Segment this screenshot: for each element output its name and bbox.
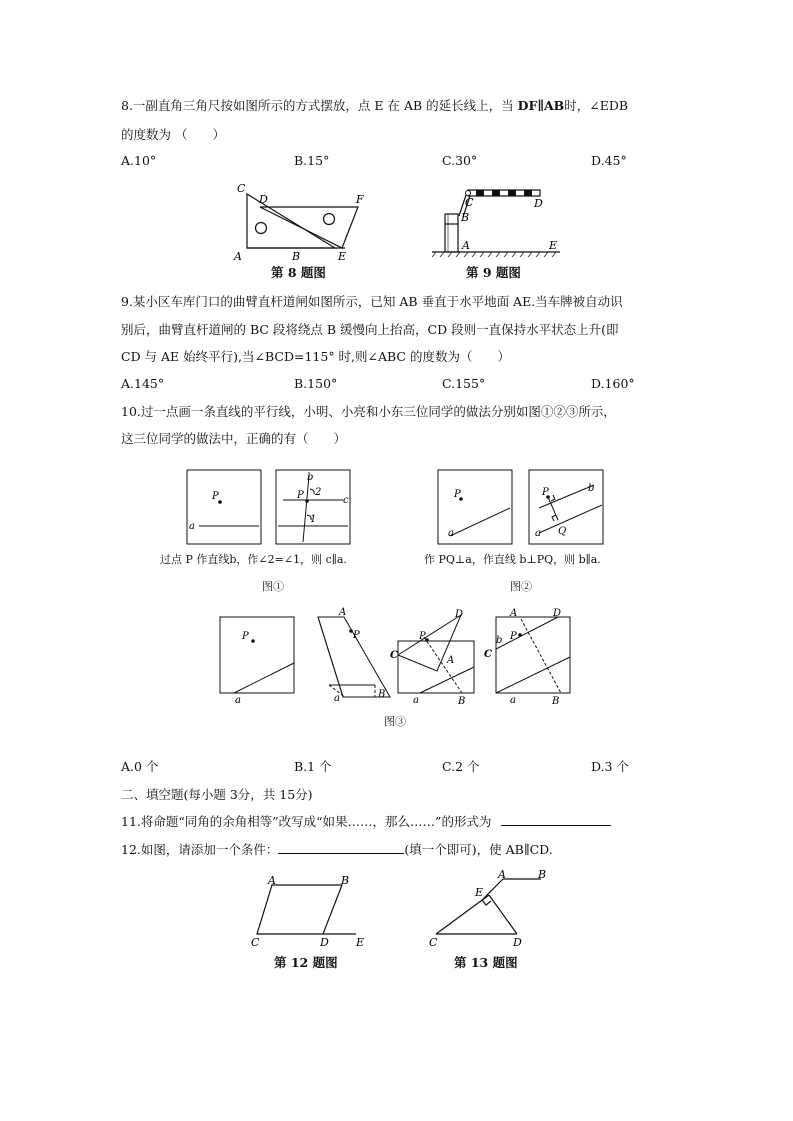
fig3-label-C3: C [390, 650, 398, 661]
q8-label-c: C [237, 182, 246, 195]
q10-line2: 这三位同学的做法中，正确的有（ ） [121, 431, 347, 446]
q9-option-a: A.145° [121, 376, 165, 391]
q8-line1-post: 时，∠EDB [564, 98, 629, 113]
q10-fig1-caption: 图① [262, 580, 284, 593]
fig2-label-q: Q [558, 526, 567, 537]
q12-label-e: E [356, 936, 365, 949]
fig3-label-B2: B [378, 689, 386, 700]
q12-text-line [121, 840, 553, 858]
figure-10-1 [183, 466, 358, 548]
figure-q8 [230, 180, 380, 262]
fig3-label-a3: a [413, 695, 419, 706]
q8-hole-2 [324, 214, 335, 225]
fig3-label-p3: P [419, 631, 426, 642]
q12-text-post: (填一个即可)，使 AB∥CD. [404, 842, 553, 857]
q8-label-d: D [259, 193, 268, 206]
q10-line1: 10.过一点画一条直线的平行线，小明、小亮和小东三位同学的做法分别如图①②③所示， [121, 404, 616, 419]
q9-option-b: B.150° [294, 376, 338, 391]
q9-label-b: B [461, 211, 470, 224]
fig3-label-a1: a [235, 695, 241, 706]
q9-label-c: C [465, 196, 474, 209]
q8-option-d: D.45° [591, 153, 627, 168]
fig3-label-p1: P [242, 631, 249, 642]
q10-option-b: B.1 个 [294, 759, 332, 774]
fig1-label-2: 2 [315, 487, 322, 498]
q11-text-line [121, 812, 611, 830]
q8-line1-bold: DF∥AB [517, 98, 565, 113]
q9-option-d: D.160° [591, 376, 635, 391]
q9-label-a: A [462, 239, 470, 252]
q10-option-a: A.0 个 [121, 759, 159, 774]
q8-label-f: F [356, 193, 364, 206]
fig3-label-C4: C [484, 649, 492, 660]
q10-fig2-caption: 图② [510, 580, 532, 593]
q13-label-a: A [498, 868, 506, 881]
fig3-label-A2: A [339, 607, 347, 618]
q9-ground-hatch [432, 252, 556, 257]
q8-triangle-ruler-2 [260, 207, 358, 248]
fig3-label-B4: B [552, 696, 560, 707]
fig1-label-1: 1 [310, 514, 317, 525]
q11-answer-blank[interactable] [501, 825, 611, 826]
fig1-label-b: b [307, 472, 314, 483]
q8-option-c: C.30° [442, 153, 478, 168]
section2-title: 二、填空题(每小题 3分，共 15分) [121, 787, 313, 802]
figure-q9 [428, 182, 568, 262]
q9-line2: 别后，曲臂直杆道闸的 BC 段将绕点 B 缓慢向上抬高，CD 段则一直保持水平状态上升(即 [121, 322, 619, 337]
q13-label-b: B [538, 868, 547, 881]
q13-caption: 第 13 题图 [454, 955, 518, 970]
q10-fig1-desc: 过点 P 作直线b，作∠2=∠1，则 c∥a. [160, 553, 347, 566]
q9-hinge [466, 191, 471, 196]
figure-q13 [425, 868, 555, 950]
q8-label-a: A [234, 250, 242, 262]
q10-option-c: C.2 个 [442, 759, 480, 774]
q9-option-c: C.155° [442, 376, 486, 391]
q10-fig3-caption: 图③ [384, 715, 406, 728]
q12-answer-blank[interactable] [278, 853, 404, 854]
fig2-label-a: a [448, 528, 454, 539]
q9-bar-stripes [476, 190, 532, 196]
q12-label-c: C [251, 936, 260, 949]
q8-label-b: B [292, 250, 301, 262]
figure-10-2 [434, 466, 609, 548]
q8-option-a: A.10° [121, 153, 157, 168]
q12-caption: 第 12 题图 [274, 955, 338, 970]
q8-option-b: B.15° [294, 153, 330, 168]
q10-option-d: D.3 个 [591, 759, 629, 774]
q9-label-d: D [534, 197, 543, 210]
q12-label-a: A [268, 876, 276, 887]
fig1-label-p2: P [297, 490, 304, 501]
fig3-label-A4: A [510, 608, 518, 619]
q8-line1 [121, 96, 628, 114]
q8-line2: 的度数为 （ ） [121, 127, 225, 142]
fig2-label-b: b [588, 483, 595, 494]
q9-label-e: E [549, 239, 558, 252]
q11-text: 11.将命题“同角的余角相等”改写成“如果……，那么……”的形式为 [121, 814, 492, 829]
q13-label-c: C [429, 936, 438, 949]
q8-hole-1 [256, 223, 267, 234]
fig1-label-a: a [189, 521, 195, 532]
fig1-label-c: c [343, 495, 349, 506]
figure-q12 [248, 876, 373, 950]
fig1-label-p: P [212, 491, 219, 502]
fig3-label-b4: b [496, 635, 503, 646]
q12-label-d: D [320, 936, 329, 949]
fig3-label-A3: A [447, 655, 455, 666]
q13-label-e: E [475, 886, 484, 899]
fig2-label-p2: P [542, 487, 549, 498]
q9-line1: 9.某小区车库门口的曲臂直杆道闸如图所示，已知 AB 垂直于水平地面 AE.当车牌被自动识 [121, 294, 623, 309]
q9-caption: 第 9 题图 [466, 265, 521, 280]
q12-text-pre: 12.如图，请添加一个条件： [121, 842, 279, 857]
q8-caption: 第 8 题图 [271, 265, 326, 280]
fig3-label-a4: a [510, 695, 516, 706]
figure-10-3 [215, 605, 580, 709]
fig3-label-a2: a [334, 693, 340, 704]
q8-line1-pre: 8.一副直角三角尺按如图所示的方式摆放，点 E 在 AB 的延长线上，当 [121, 98, 518, 113]
fig2-label-p: P [454, 489, 461, 500]
q9-post [445, 214, 458, 252]
fig3-label-p4: P [510, 631, 517, 642]
fig3-label-B3: B [458, 696, 466, 707]
fig3-label-D3: D [455, 609, 464, 620]
q13-label-d: D [513, 936, 522, 949]
q12-label-b: B [341, 876, 350, 887]
q10-fig2-desc: 作 PQ⊥a，作直线 b⊥PQ，则 b∥a. [424, 553, 601, 566]
fig3-label-p2: P [353, 630, 360, 641]
q8-label-e: E [338, 250, 347, 262]
q9-line3: CD 与 AE 始终平行),当∠BCD=115° 时,则∠ABC 的度数为（ ） [121, 349, 510, 364]
fig2-label-a2: a [535, 528, 541, 539]
fig3-label-D4: D [553, 608, 562, 619]
